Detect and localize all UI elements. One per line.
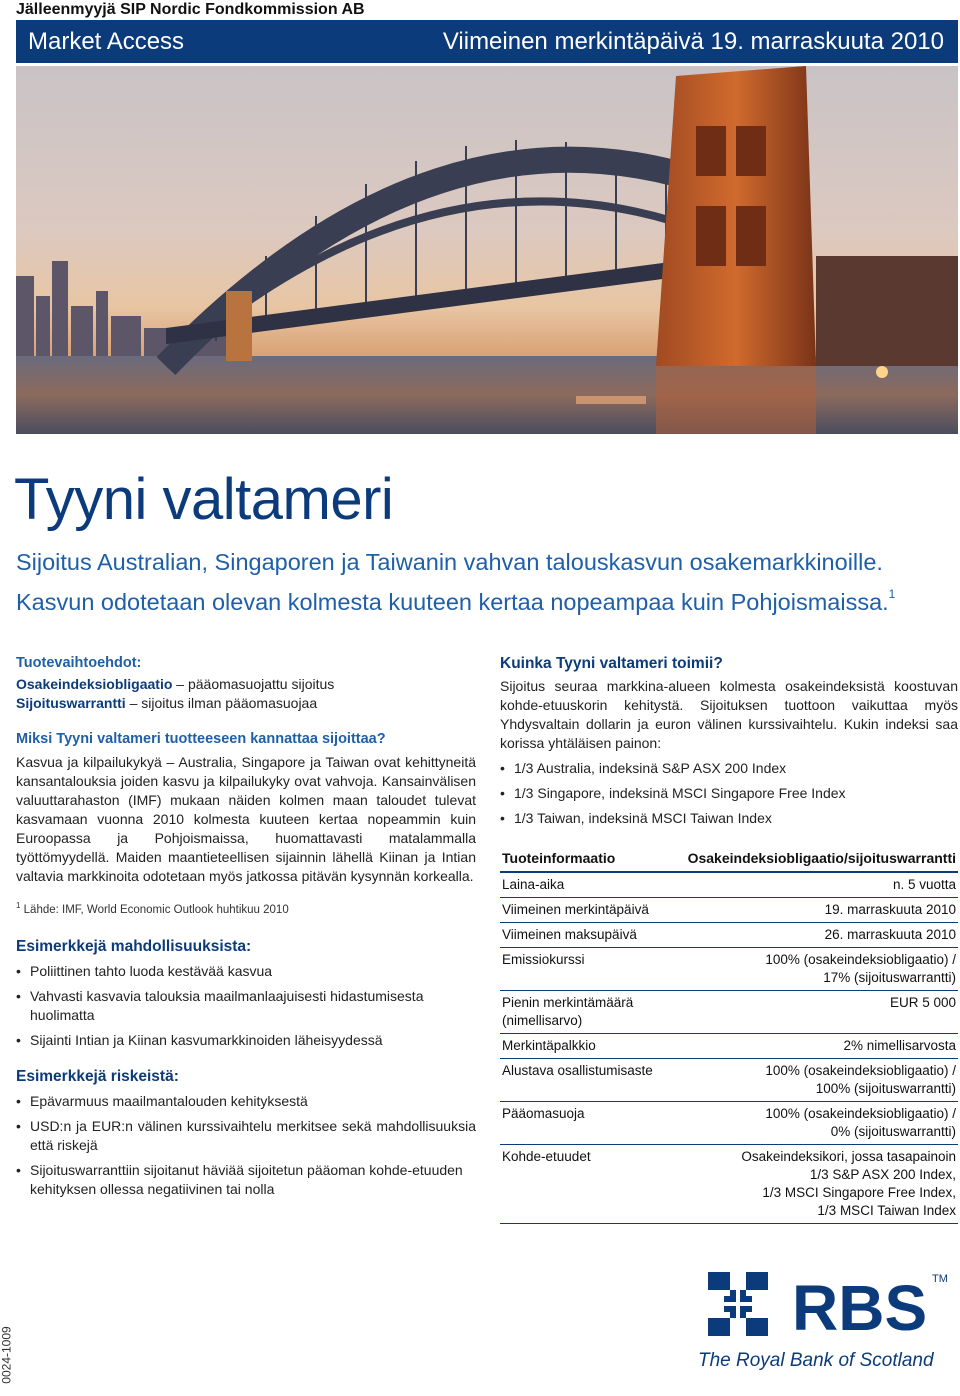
row-value bbox=[686, 948, 958, 991]
why-paragraph bbox=[16, 753, 476, 886]
subtitle-line-1: Sijoitus Australian, Singaporen ja Taiwanin vahvan talouskasvun osakemarkkinoille. bbox=[16, 549, 883, 575]
rbs-daisy-wheel-icon bbox=[696, 1266, 958, 1374]
footnote bbox=[16, 896, 476, 920]
row-label: Merkintäpalkkio bbox=[500, 1034, 686, 1059]
row-value-line: 100% (sijoituswarrantti) bbox=[815, 1081, 956, 1096]
list-item: • 1/3 Taiwan, indeksinä MSCI Taiwan Index bbox=[500, 809, 958, 828]
table-row bbox=[500, 948, 958, 991]
why-text-b: Kansainvälisen valuuttarahaston (IMF) mukaan näiden kolmen maan taloudet tulevat kasvamaan vuonna 2010 kolmesta kuuteen kertaa nopeammin kuin Euroopassa ja Pohjoismaissa, huomattavasti matalammalla työttömyydellä. bbox=[16, 773, 477, 865]
row-value: n. 5 vuotta bbox=[686, 872, 958, 898]
row-value: EUR 5 000 bbox=[686, 991, 958, 1034]
list-item: • Poliittinen tahto luoda kestävää kasvua bbox=[16, 962, 476, 981]
trademark-mark: TM bbox=[932, 1273, 948, 1285]
product-info-table bbox=[500, 848, 958, 1224]
table-row bbox=[500, 1102, 958, 1145]
row-label: Viimeinen maksupäivä bbox=[500, 923, 686, 948]
row-value-line: 17% (sijoituswarrantti) bbox=[823, 970, 956, 985]
list-item: • Sijoituswarranttiin sijoitanut häviää sijoitetun pääoman kohde-etuuden kehityksen ollessa negatiivinen tai nolla bbox=[16, 1161, 476, 1199]
table-row bbox=[500, 872, 958, 898]
opportunities-heading: Esimerkkejä mahdollisuuksista: bbox=[16, 937, 252, 955]
term-warrant bbox=[16, 694, 476, 713]
footnote-text: Lähde: IMF, World Economic Outlook huhtikuu 2010 bbox=[20, 903, 289, 916]
subtitle-line-2 bbox=[16, 578, 956, 618]
document-code: 0024-1009 bbox=[0, 1326, 14, 1384]
why-text-c: Maiden maantieteellisen sijainnin lähellä Kiinan ja Intian valtavia markkinoita odotetaan myös jatkossa pitävän kysynnän korkealla. bbox=[16, 849, 476, 884]
risks-heading: Esimerkkejä riskeistä: bbox=[16, 1067, 179, 1085]
row-value: 26. marraskuuta 2010 bbox=[686, 923, 958, 948]
row-label: Laina-aika bbox=[500, 872, 686, 898]
row-value-line: 100% (osakeindeksiobligaatio) / bbox=[765, 952, 956, 967]
issuer-line: Jälleenmyyjä SIP Nordic Fondkommission AB bbox=[16, 1, 365, 18]
row-label: Viimeinen merkintäpäivä bbox=[500, 898, 686, 923]
table-row bbox=[500, 1034, 958, 1059]
list-item: • 1/3 Singapore, indeksinä MSCI Singapore Free Index bbox=[500, 784, 958, 803]
subtitle-line-2-text: Kasvun odotetaan olevan kolmesta kuuteen kertaa nopeampaa kuin Pohjoismaissa. bbox=[16, 589, 889, 615]
table-row bbox=[500, 923, 958, 948]
row-value-line: 1/3 MSCI Taiwan Index bbox=[817, 1203, 956, 1218]
market-access-label: Market Access bbox=[28, 27, 185, 55]
harbour-bridge-photo bbox=[16, 66, 958, 434]
table-row bbox=[500, 898, 958, 923]
subtitle-footnote-ref: 1 bbox=[888, 587, 896, 601]
why-heading: Miksi Tyyni valtameri tuotteeseen kannattaa sijoittaa? bbox=[16, 731, 386, 747]
subscription-deadline-label: Viimeinen merkintäpäivä 19. marraskuuta 2010 bbox=[442, 27, 944, 55]
term-bond bbox=[16, 675, 476, 694]
how-paragraph: Sijoitus seuraa markkina-alueen kolmesta osakeindeksistä koostuvan kohde-etuuskorin kehitystä. Sijoituksen tuottoon vaikuttaa myös Yhdysvaltain dollarin ja euron välinen kurssivaihtelu. Kukin indeksi saa korissa yhtäläisen painon: bbox=[500, 678, 958, 751]
risks-list bbox=[16, 1092, 476, 1199]
row-label: Pääomasuoja bbox=[500, 1102, 686, 1145]
list-item: • USD:n ja EUR:n välinen kurssivaihtelu merkitsee sekä mahdollisuuksia että riskejä bbox=[16, 1117, 476, 1155]
row-value-line: 1/3 MSCI Singapore Free Index, bbox=[762, 1185, 956, 1200]
row-label: Emissiokurssi bbox=[500, 948, 686, 991]
basket-list bbox=[500, 759, 958, 828]
row-label: Alustava osallistumisaste bbox=[500, 1059, 686, 1102]
brand-tagline: The Royal Bank of Scotland bbox=[698, 1350, 934, 1371]
how-heading: Kuinka Tyyni valtameri toimii? bbox=[500, 655, 723, 672]
row-value-line: 100% (osakeindeksiobligaatio) / bbox=[765, 1063, 956, 1078]
rbs-logo bbox=[696, 1266, 958, 1374]
row-value-line: Osakeindeksikori, jossa tasapainoin bbox=[741, 1149, 956, 1164]
row-value bbox=[686, 1059, 958, 1102]
header-bar bbox=[16, 20, 958, 63]
term-warrant-name: Sijoituswarrantti bbox=[16, 695, 126, 711]
hero-title: Tyyni valtameri bbox=[14, 467, 394, 532]
list-item: • Epävarmuus maailmantalouden kehityksestä bbox=[16, 1092, 476, 1111]
table-row bbox=[500, 1145, 958, 1224]
term-bond-name: Osakeindeksiobligaatio bbox=[16, 676, 173, 692]
row-value-line: 100% (osakeindeksiobligaatio) / bbox=[765, 1106, 956, 1121]
term-bond-desc: – pääomasuojattu sijoitus bbox=[172, 676, 335, 692]
why-text-a: Kasvua ja kilpailukykyä – Australia, Singapore ja Taiwan ovat kehittyneitä kansantalouksia joiden kasvu ja kilpailukyky ovat vahvoja. bbox=[16, 754, 476, 789]
row-value-line: 1/3 S&P ASX 200 Index, bbox=[809, 1167, 956, 1182]
table-row bbox=[500, 991, 958, 1034]
row-value bbox=[686, 1102, 958, 1145]
opportunities-list bbox=[16, 962, 476, 1050]
term-warrant-desc: – sijoitus ilman pääomasuojaa bbox=[125, 695, 318, 711]
table-row bbox=[500, 1059, 958, 1102]
brand-text: RBS bbox=[792, 1272, 928, 1344]
row-label: Pienin merkintämäärä (nimellisarvo) bbox=[500, 991, 686, 1034]
table-header-right: Osakeindeksiobligaatio/sijoituswarrantti bbox=[686, 848, 958, 872]
terms-heading: Tuotevaihtoehdot: bbox=[16, 655, 142, 671]
right-column bbox=[500, 655, 958, 1224]
row-value bbox=[686, 1145, 958, 1224]
table-header-left: Tuoteinformaatio bbox=[500, 848, 686, 872]
row-label: Kohde-etuudet bbox=[500, 1145, 686, 1224]
hero-subtitle bbox=[16, 546, 956, 618]
row-value: 2% nimellisarvosta bbox=[686, 1034, 958, 1059]
footnote-ref: 1 bbox=[16, 901, 21, 910]
list-item: • Vahvasti kasvavia talouksia maailmanlaajuisesti hidastumisesta huolimatta bbox=[16, 987, 476, 1025]
list-item: • 1/3 Australia, indeksinä S&P ASX 200 Index bbox=[500, 759, 958, 778]
table-header-row bbox=[500, 848, 958, 872]
row-value: 19. marraskuuta 2010 bbox=[686, 898, 958, 923]
list-item: • Sijainti Intian ja Kiinan kasvumarkkinoiden läheisyydessä bbox=[16, 1031, 476, 1050]
row-value-line: 0% (sijoituswarrantti) bbox=[830, 1124, 956, 1139]
left-column bbox=[16, 655, 476, 1199]
